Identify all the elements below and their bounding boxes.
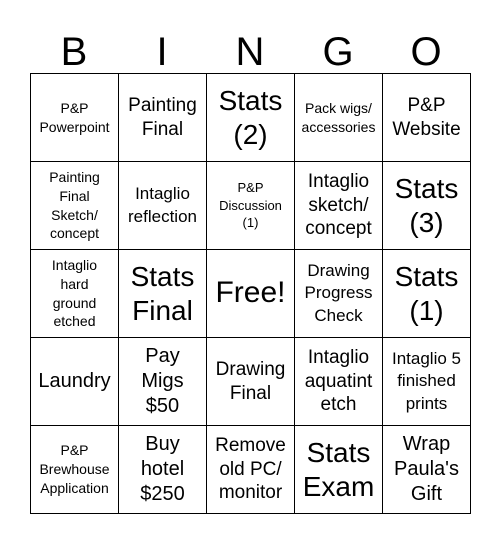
cell-text: Buy hotel $250: [140, 433, 185, 505]
bingo-cell[interactable]: [295, 74, 383, 162]
cell-text: Stats (3): [394, 172, 459, 238]
bingo-cell[interactable]: [119, 426, 207, 514]
cell-text: Pay Migs $50: [141, 345, 184, 417]
cell-text: Intaglio reflection: [128, 184, 197, 226]
cell-text: Wrap Paula's Gift: [394, 433, 459, 505]
cell-text: Drawing Progress Check: [304, 261, 373, 325]
bingo-cell[interactable]: [31, 426, 119, 514]
cell-text: P&P Website: [392, 94, 461, 140]
cell-text: Pack wigs/ accessories: [301, 99, 376, 135]
bingo-cell[interactable]: [31, 250, 119, 338]
cell-text: Intaglio aquatint etch: [304, 346, 373, 416]
bingo-cell[interactable]: [295, 338, 383, 426]
bingo-cell[interactable]: [31, 162, 119, 250]
cell-text: Intaglio 5 finished prints: [392, 349, 461, 413]
cell-text: Intaglio hard ground etched: [51, 256, 98, 330]
bingo-cell[interactable]: [207, 338, 295, 426]
cell-text: Stats Final: [130, 260, 195, 326]
cell-text: Stats (2): [218, 84, 283, 150]
bingo-cell[interactable]: [295, 250, 383, 338]
cell-text: P&P Powerpoint: [39, 99, 110, 135]
bingo-cell[interactable]: [383, 426, 471, 514]
bingo-grid: [30, 73, 471, 514]
bingo-cell[interactable]: [383, 74, 471, 162]
header-letter-o: O: [410, 30, 442, 74]
cell-text: Remove old PC/ monitor: [215, 434, 286, 504]
cell-text: P&P Brewhouse Application: [39, 442, 110, 496]
bingo-cell[interactable]: [383, 338, 471, 426]
cell-text: Drawing Final: [215, 358, 286, 404]
cell-text: Painting Final Sketch/ concept: [49, 168, 100, 242]
cell-text: Intaglio sketch/ concept: [305, 170, 372, 240]
cell-text: Laundry: [38, 370, 111, 392]
cell-text: Free!: [215, 276, 286, 310]
header-letter-n: N: [235, 30, 265, 74]
cell-text: Stats Exam: [302, 436, 375, 502]
cell-text: Painting Final: [128, 94, 197, 140]
bingo-cell[interactable]: [383, 250, 471, 338]
bingo-cell[interactable]: [119, 74, 207, 162]
bingo-cell[interactable]: [207, 74, 295, 162]
bingo-cell[interactable]: [295, 162, 383, 250]
header-letter-b: B: [60, 30, 88, 74]
bingo-header: [30, 30, 470, 74]
header-letter-g: G: [322, 30, 354, 74]
bingo-cell[interactable]: [383, 162, 471, 250]
free-space-cell: [207, 250, 295, 338]
bingo-cell[interactable]: [31, 74, 119, 162]
bingo-cell[interactable]: [31, 338, 119, 426]
cell-text: P&P Discussion (1): [219, 180, 282, 231]
bingo-cell[interactable]: [207, 162, 295, 250]
bingo-cell[interactable]: [119, 162, 207, 250]
header-letter-i: I: [156, 30, 168, 74]
bingo-cell[interactable]: [119, 250, 207, 338]
cell-text: Stats (1): [394, 260, 459, 326]
bingo-cell[interactable]: [295, 426, 383, 514]
bingo-cell[interactable]: [119, 338, 207, 426]
bingo-cell[interactable]: [207, 426, 295, 514]
